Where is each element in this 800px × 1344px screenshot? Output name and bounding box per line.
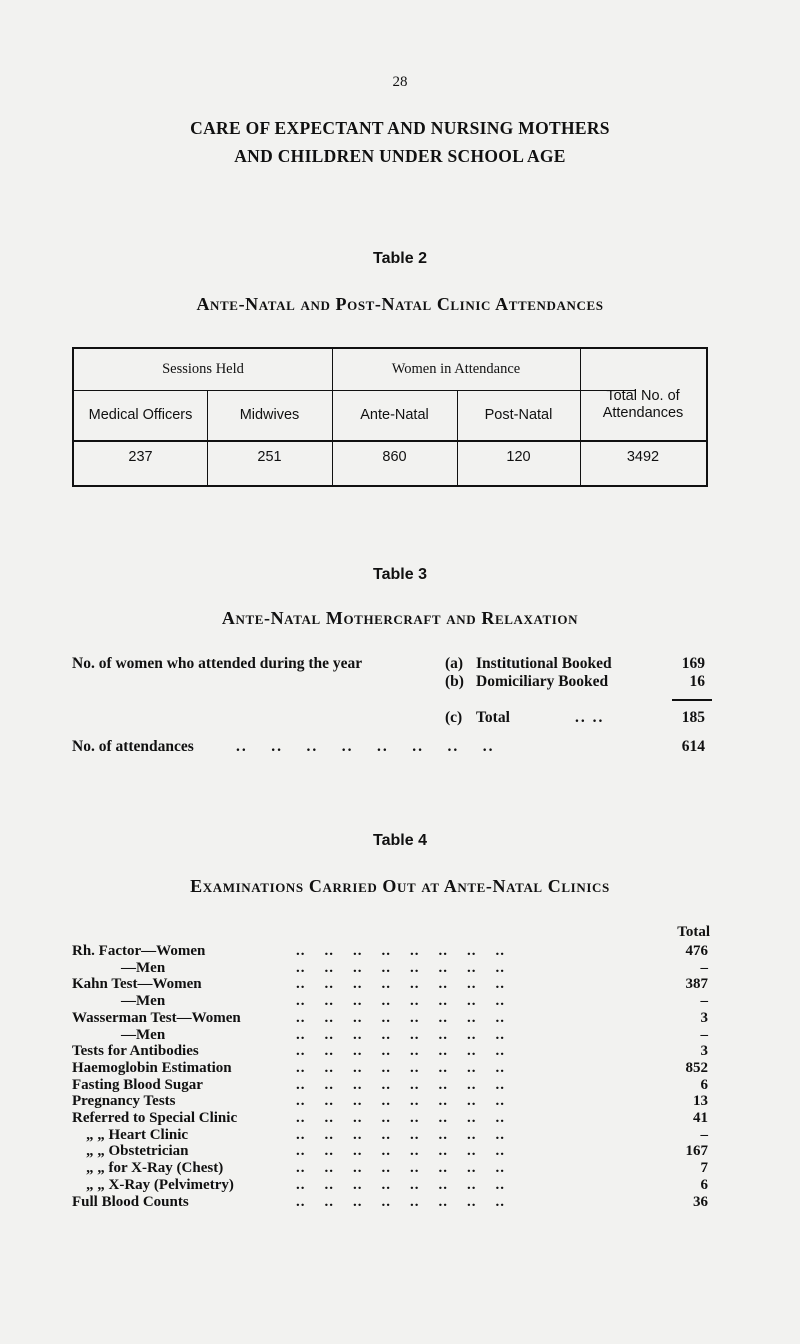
table-row — [0, 1143, 800, 1159]
row-label: Haemoglobin Estimation — [72, 1059, 232, 1076]
table-2-title: Ante-Natal and Post-Natal Clinic Attendances — [196, 294, 604, 314]
row-value: – — [700, 959, 708, 976]
list-item — [0, 709, 800, 729]
leader-dots: .. .. .. .. .. .. .. .. — [296, 1160, 505, 1177]
value-ante-natal: 860 — [382, 448, 407, 465]
leader-dots: .. .. .. .. .. .. .. .. — [296, 1126, 505, 1143]
value-post-natal: 120 — [506, 448, 531, 465]
table-2-grid — [72, 347, 708, 487]
list-item — [0, 738, 800, 758]
table-3-label: Table 3 — [373, 566, 427, 583]
row-label: „ „ Heart Clinic — [86, 1126, 189, 1143]
header-women-in-attendance: Women in Attendance — [391, 361, 521, 377]
table-row — [0, 1177, 800, 1193]
row-key: (b) — [445, 673, 464, 690]
row-label: „ „ X-Ray (Pelvimetry) — [86, 1176, 234, 1193]
page-number: 28 — [392, 74, 408, 90]
row-label: Total — [476, 709, 510, 726]
leader-dots: .. .. .. .. .. .. .. .. — [296, 1026, 505, 1043]
attendances-value: 614 — [681, 738, 705, 755]
table-row — [0, 1194, 800, 1210]
table-row — [0, 960, 800, 976]
row-label: Full Blood Counts — [72, 1193, 189, 1210]
row-value: 185 — [681, 709, 705, 726]
value-medical-officers: 237 — [128, 448, 153, 465]
table-4-title: Examinations Carried Out at Ante-Natal Clinics — [190, 876, 610, 896]
row-label: Tests for Antibodies — [72, 1043, 199, 1060]
row-key: (a) — [445, 655, 464, 672]
table-4-label: Table 4 — [373, 832, 427, 849]
leader-dots: .. .. .. .. .. .. .. .. — [296, 1076, 505, 1093]
row-value: 387 — [685, 976, 708, 993]
women-attended-label: No. of women who attended during the year — [72, 655, 363, 672]
row-value: 3 — [700, 1043, 708, 1060]
leader-dots: .. .. .. .. .. .. .. .. — [296, 993, 505, 1010]
row-label: „ „ for X-Ray (Chest) — [86, 1160, 224, 1177]
table-2-label: Table 2 — [373, 250, 427, 267]
leader-dots: .. .. .. .. .. .. .. .. — [296, 1176, 505, 1193]
row-value: 6 — [700, 1076, 708, 1093]
leader-dots: .. .. .. .. .. .. .. .. — [296, 1193, 505, 1210]
row-value: 476 — [685, 943, 708, 959]
total-column-header: Total — [677, 924, 710, 940]
row-label: Wasserman Test—Women — [72, 1009, 241, 1026]
row-value: 852 — [685, 1059, 708, 1076]
row-label: Rh. Factor—Women — [72, 943, 206, 959]
row-value: 6 — [700, 1176, 708, 1193]
row-value: 41 — [693, 1110, 708, 1126]
leader-dots: .. .. .. .. .. .. .. .. — [296, 1093, 505, 1110]
attendances-label: No. of attendances — [72, 738, 194, 755]
table-row — [0, 1077, 800, 1093]
row-label: Referred to Special Clinic — [72, 1110, 238, 1126]
row-value: 167 — [685, 1143, 708, 1160]
table-row — [0, 993, 800, 1009]
header-medical-officers: Medical Officers — [88, 406, 193, 423]
header-sessions-held: Sessions Held — [162, 361, 244, 377]
row-value: 16 — [689, 673, 705, 690]
value-midwives: 251 — [257, 448, 282, 465]
leader-dots: .. .. — [575, 709, 605, 726]
table-row — [0, 1027, 800, 1043]
row-value: 7 — [700, 1160, 708, 1177]
table-row — [0, 943, 800, 959]
leader-dots: .. .. .. .. .. .. .. .. — [296, 1110, 505, 1126]
header-ante-natal: Ante-Natal — [360, 406, 429, 423]
row-label: —Men — [121, 993, 166, 1010]
header-midwives: Midwives — [239, 406, 300, 423]
leader-dots: .. .. .. .. .. .. .. .. — [296, 976, 505, 993]
table-3-title: Ante-Natal Mothercraft and Relaxation — [221, 608, 579, 628]
header-post-natal: Post-Natal — [484, 406, 553, 423]
row-value: 3 — [700, 1009, 708, 1026]
row-key: (c) — [445, 709, 463, 726]
row-value: – — [700, 993, 708, 1010]
page-title-line-1: CARE OF EXPECTANT AND NURSING MOTHERS — [190, 118, 610, 138]
row-label: „ „ Obstetrician — [86, 1143, 189, 1160]
total-rule — [672, 699, 712, 701]
leader-dots: .. .. .. .. .. .. .. .. — [296, 1059, 505, 1076]
value-total-attendances: 3492 — [626, 448, 660, 465]
leader-dots: .. .. .. .. .. .. .. .. — [236, 738, 495, 755]
row-label: Pregnancy Tests — [72, 1093, 176, 1110]
table-row — [0, 1060, 800, 1076]
row-value: 169 — [681, 655, 705, 672]
row-label: Domiciliary Booked — [476, 673, 609, 690]
row-label: —Men — [121, 1026, 166, 1043]
leader-dots: .. .. .. .. .. .. .. .. — [296, 943, 505, 959]
header-total-attendances: Total No. of Attendances — [602, 387, 684, 421]
row-value: – — [700, 1126, 708, 1143]
row-label: —Men — [121, 959, 166, 976]
table-row — [0, 1160, 800, 1176]
table-row — [0, 1010, 800, 1026]
table-row — [0, 1127, 800, 1143]
table-row — [0, 976, 800, 992]
table-row — [0, 1093, 800, 1109]
row-value: – — [700, 1026, 708, 1043]
row-label: Fasting Blood Sugar — [72, 1076, 203, 1093]
leader-dots: .. .. .. .. .. .. .. .. — [296, 959, 505, 976]
row-value: 36 — [693, 1193, 708, 1210]
table-row — [0, 1110, 800, 1126]
table-row — [0, 1043, 800, 1059]
row-label: Kahn Test—Women — [72, 976, 202, 993]
row-label: Institutional Booked — [476, 655, 612, 672]
row-value: 13 — [693, 1093, 708, 1110]
leader-dots: .. .. .. .. .. .. .. .. — [296, 1043, 505, 1060]
page-title-line-2: AND CHILDREN UNDER SCHOOL AGE — [234, 146, 566, 166]
leader-dots: .. .. .. .. .. .. .. .. — [296, 1009, 505, 1026]
leader-dots: .. .. .. .. .. .. .. .. — [296, 1143, 505, 1160]
list-item — [0, 673, 800, 693]
list-item — [0, 655, 800, 675]
